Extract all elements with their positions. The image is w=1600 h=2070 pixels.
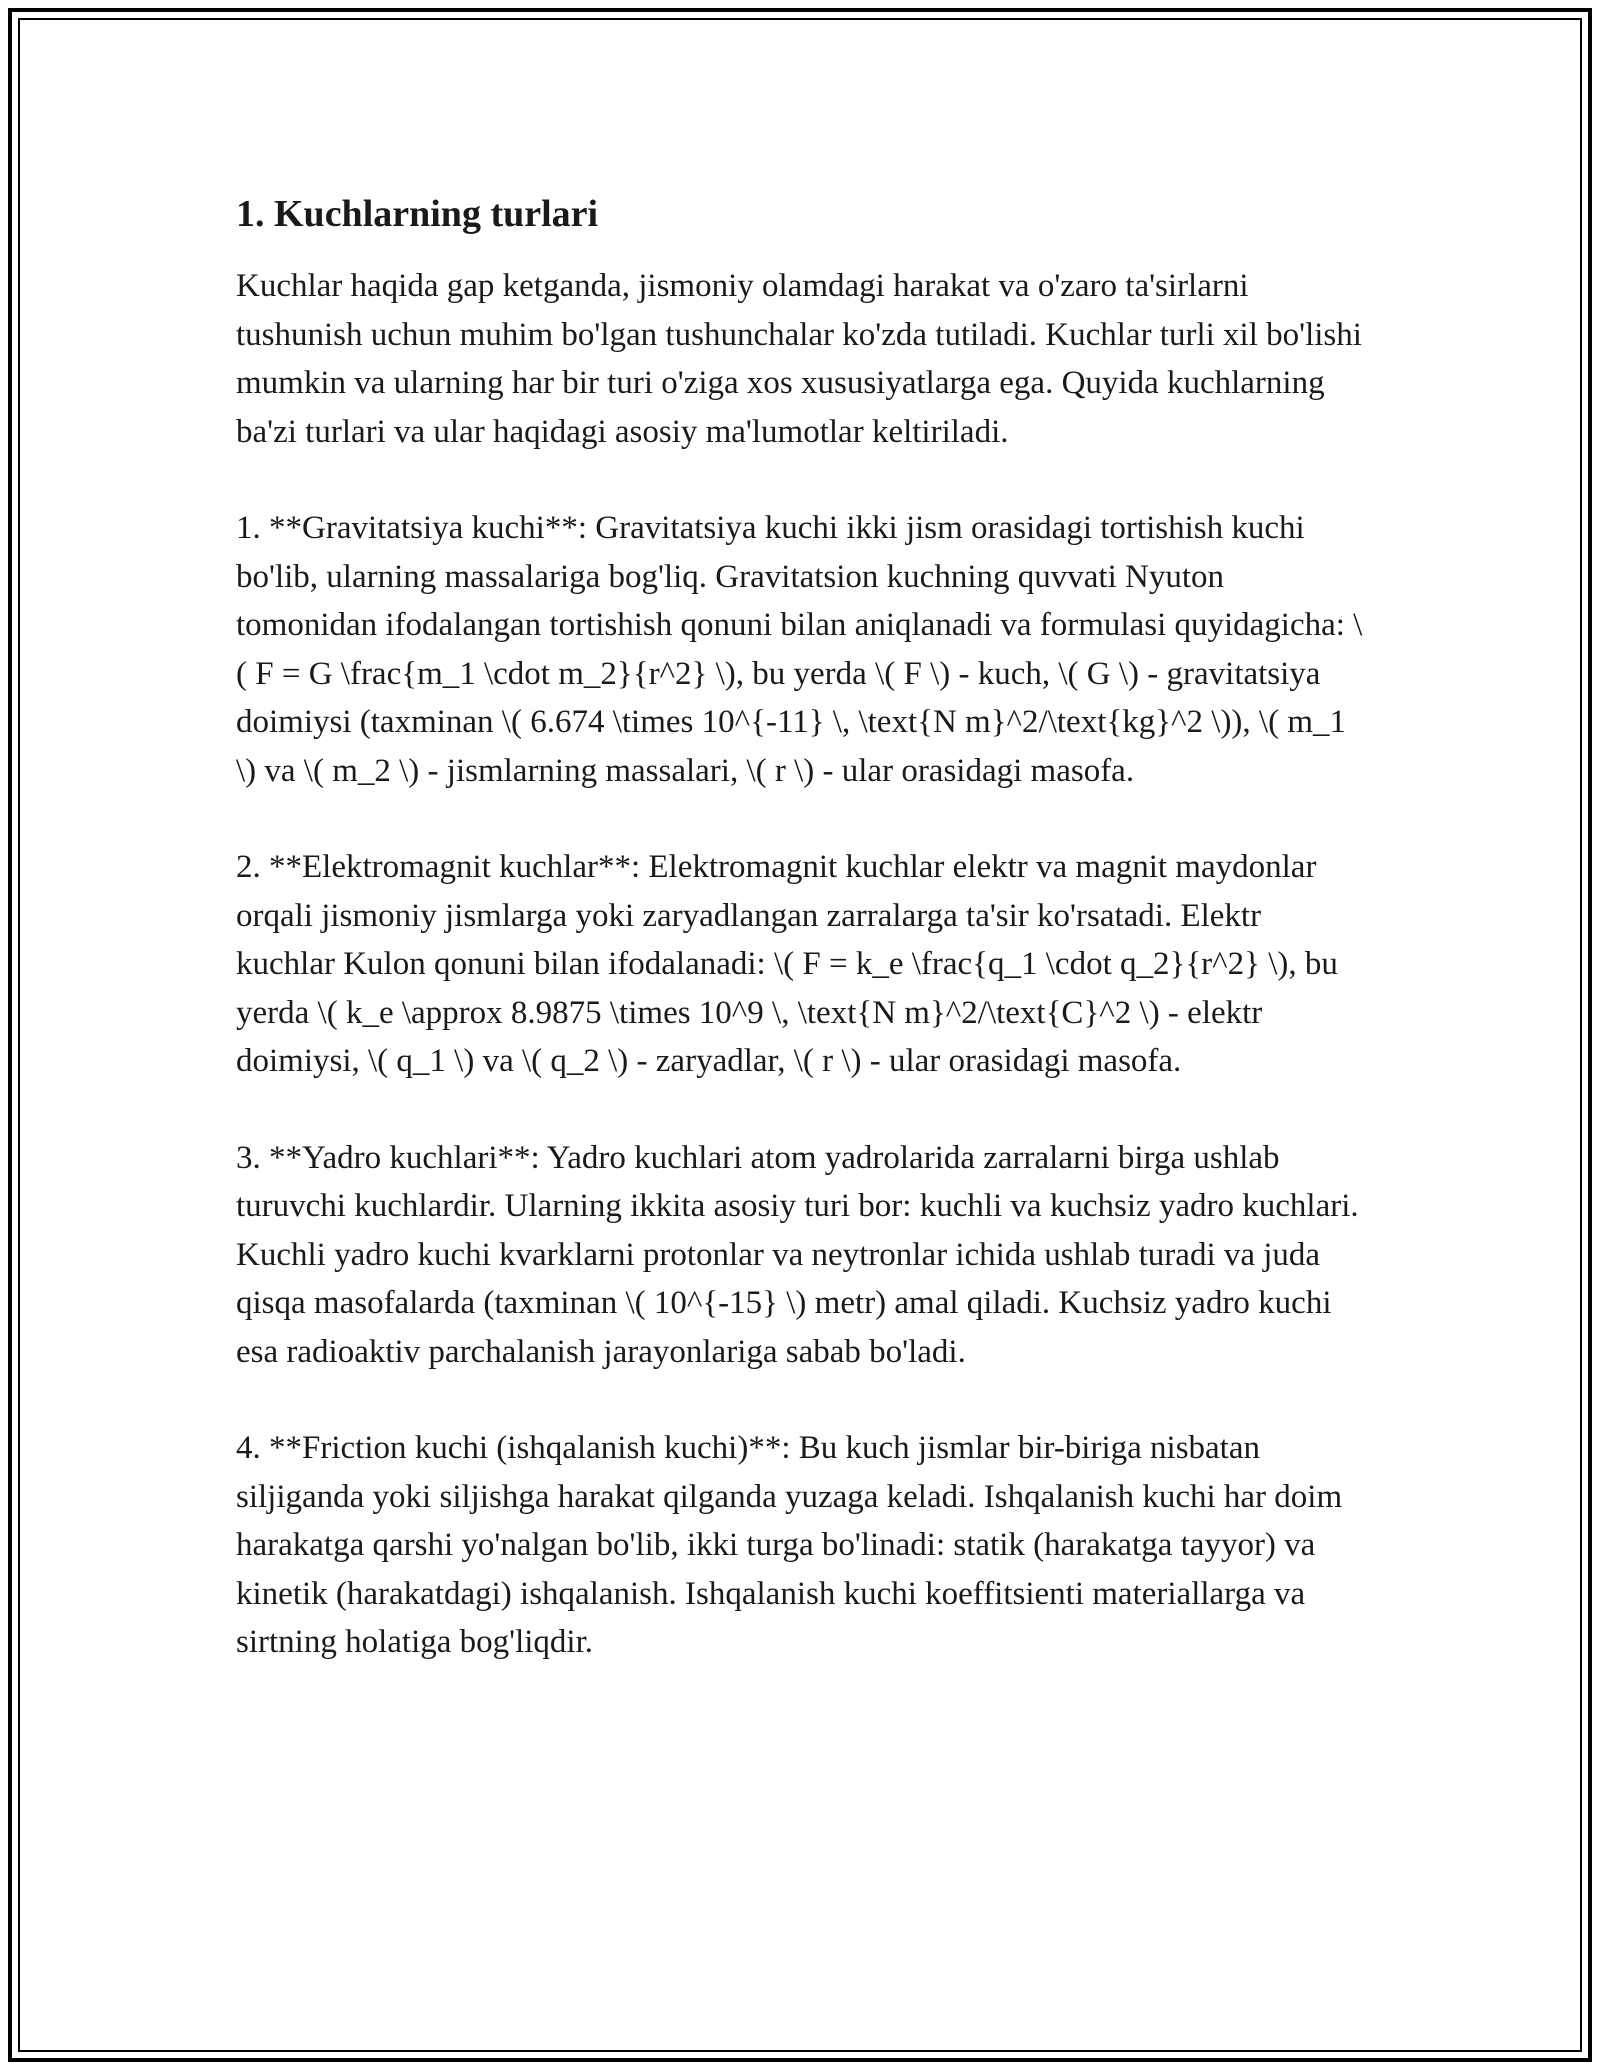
paragraph-electromagnetic: 2. **Elektromagnit kuchlar**: Elektromagnit kuchlar elektr va magnit maydonlar orqali jismoniy jismlarga yoki zaryadlangan zarralarga ta'sir ko'rsatadi. Elektr kuchlar Kulon qonuni bilan ifodalanadi: \( F = k_e \frac{q_1 \cdot q_2}{r^2} \), bu yerda \( k_e \approx 8.9875 \times 10^9 \, \text{N m}^2/\text{C}^2 \) - elektr doimiysi, \( q_1 \) va \( q_2 \) - zaryadlar, \( r \) - ular orasidagi masofa. [236, 849, 1338, 1079]
paragraph-nuclear: 3. **Yadro kuchlari**: Yadro kuchlari atom yadrolarida zarralarni birga ushlab turuvchi kuchlardir. Ularning ikkita asosiy turi bor: kuchli va kuchsiz yadro kuchlari. Kuchli yadro kuchi kvarklarni protonlar va neytronlar ichida ushlab turadi va juda qisqa masofalarda (taxminan \( 10^{-15} \) metr) amal qiladi. Kuchsiz yadro kuchi esa radioaktiv parchalanish jarayonlariga sabab bo'ladi. [236, 1139, 1359, 1370]
paragraph-gravitation: 1. **Gravitatsiya kuchi**: Gravitatsiya kuchi ikki jism orasidagi tortishish kuchi bo'lib, ularning massalariga bog'liq. Gravitatsion kuchning quvvati Nyuton tomonidan ifodalangan tortishish qonuni bilan aniqlanadi va formulasi quyidagicha: \( F = G \frac{m_1 \cdot m_2}{r^2} \), bu yerda \( F \) - kuch, \( G \) - gravitatsiya doimiysi (taxminan \( 6.674 \times 10^{-11} \, \text{N m}^2/\text{kg}^2 \)), \( m_1 \) va \( m_2 \) - jismlarning massalari, \( r \) - ular orasidagi masofa. [236, 510, 1363, 789]
intro-paragraph: Kuchlar haqida gap ketganda, jismoniy olamdagi harakat va o'zaro ta'sirlarni tushunish uchun muhim bo'lgan tushunchalar ko'zda tutiladi. Kuchlar turli xil bo'lishi mumkin va ularning har bir turi o'ziga xos xususiyatlarga ega. Quyida kuchlarning ba'zi turlari va ular haqidagi asosiy ma'lumotlar keltiriladi. [236, 268, 1362, 450]
section-heading: 1. Kuchlarning turlari [236, 193, 599, 235]
paragraph-friction: 4. **Friction kuchi (ishqalanish kuchi)**: Bu kuch jismlar bir-biriga nisbatan siljiganda yoki siljishga harakat qilganda yuzaga keladi. Ishqalanish kuchi har doim harakatga qarshi yo'nalgan bo'lib, ikki turga bo'linadi: statik (harakatga tayyor) va kinetik (harakatdagi) ishqalanish. Ishqalanish kuchi koeffitsienti materiallarga va sirtning holatiga bog'liqdir. [236, 1430, 1343, 1660]
document-body [236, 188, 1366, 1715]
